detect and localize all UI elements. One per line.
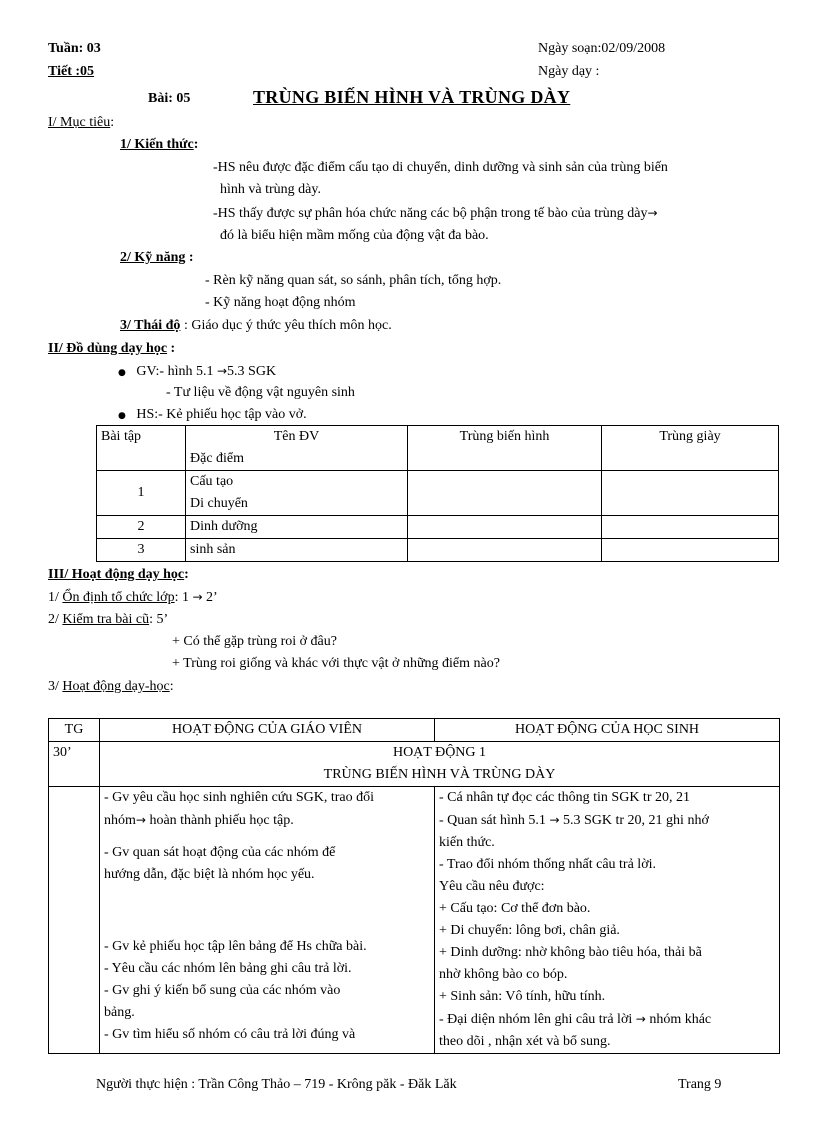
knowledge-heading: 1/ Kiến thức: xyxy=(120,137,199,152)
activity-time: 30’ xyxy=(49,742,100,787)
question-2: + Trùng roi giống và khác với thực vật ở những điểm nào? xyxy=(172,656,500,671)
lesson-number: Bài: 05 xyxy=(148,91,191,106)
table-row xyxy=(97,471,779,516)
arrow-icon: → xyxy=(216,364,228,378)
activity-table xyxy=(48,718,780,1054)
attitude-heading: 3/ Thái độ xyxy=(120,318,181,333)
table-row xyxy=(97,516,779,539)
activity-subtitle: TRÙNG BIẾN HÌNH VÀ TRÙNG DÀY xyxy=(323,767,556,782)
knowledge-line-4: đó là biểu hiện mầm mống của động vật đa bào. xyxy=(220,228,489,243)
activity-title: HOẠT ĐỘNG 1 xyxy=(392,745,487,760)
table-row xyxy=(49,787,780,1054)
skills-line-2: - Kỹ năng hoạt động nhóm xyxy=(205,295,356,310)
header-animal-feature: Tên ĐV Đặc điểm xyxy=(186,426,408,471)
arrow-icon: → xyxy=(647,206,658,220)
cell-amoeba xyxy=(408,539,602,562)
row-number: 1 xyxy=(97,471,186,516)
footer-author: Người thực hiện : Trần Công Thảo – 719 - Krông păk - Đăk Lăk xyxy=(96,1077,457,1092)
attitude-line: 3/ Thái độ : Giáo dục ý thức yêu thích môn học. xyxy=(120,318,392,333)
cell-paramecium xyxy=(602,471,779,516)
row-number: 2 xyxy=(97,516,186,539)
activity-time-empty xyxy=(49,787,100,1054)
cell-paramecium xyxy=(602,516,779,539)
step-2: 2/ Kiểm tra bài cũ: 5’ xyxy=(48,612,169,627)
date-prepared: Ngày soạn:02/09/2008 xyxy=(538,41,666,56)
week-label: Tuần: 03 xyxy=(48,41,101,56)
activity-heading-cell xyxy=(100,742,780,787)
header-time: TG xyxy=(49,719,100,742)
row-feature: sinh sản xyxy=(186,539,408,562)
knowledge-line-3: -HS thấy được sự phân hóa chức năng các bộ phận trong tế bào của trùng dày→ xyxy=(213,206,658,221)
header-amoeba: Trùng biến hình xyxy=(408,426,602,471)
materials-heading: II/ Đồ dùng dạy học : xyxy=(48,341,176,356)
worksheet-table xyxy=(96,425,779,562)
footer-page-number: Trang 9 xyxy=(678,1077,722,1092)
table-row xyxy=(97,539,779,562)
step-1: 1/ Ổn định tổ chức lớp: 1 → 2’ xyxy=(48,590,218,605)
row-feature: Cấu tạo Di chuyển xyxy=(186,471,408,516)
materials-gv-line: ● GV:- hình 5.1 →5.3 SGK xyxy=(118,364,277,379)
student-activities: - Cá nhân tự đọc các thông tin SGK tr 20, 21 - Quan sát hình 5.1 → 5.3 SGK tr 20, 21 ghi nhớ kiến thức. - Trao đổi nhóm thống nhất câu trả lời. Yêu cầu nêu được: + Cấu tạo: Cơ thể đơn bào. + Di chuyển: lông bơi, chân giả. + Dinh dưỡng: nhờ không bào tiêu hóa, thải bã nhờ không bào co bóp. + Sinh sản: Vô tính, hữu tính. - Đại diện nhóm lên ghi câu trả lời → nhóm khác theo dõi , nhận xét và bổ sung. xyxy=(435,787,780,1054)
date-taught: Ngày dạy : xyxy=(538,64,600,79)
knowledge-line-1: -HS nêu được đặc điểm cấu tạo di chuyển, dinh dưỡng và sinh sản của trùng biến xyxy=(213,160,668,175)
cell-amoeba xyxy=(408,471,602,516)
cell-paramecium xyxy=(602,539,779,562)
arrow-icon: → xyxy=(192,590,203,604)
table-row xyxy=(49,742,780,787)
header-teacher: HOẠT ĐỘNG CỦA GIÁO VIÊN xyxy=(100,719,435,742)
arrow-icon: → xyxy=(549,813,560,827)
bullet-icon: ● xyxy=(118,411,126,421)
materials-hs-line: ● HS:- Kẻ phiếu học tập vào vở. xyxy=(118,407,307,422)
table-row xyxy=(49,719,780,742)
objectives-heading: I/ Mục tiêu: xyxy=(48,115,115,130)
knowledge-line-2: hình và trùng dày. xyxy=(220,182,321,197)
header-student: HOẠT ĐỘNG CỦA HỌC SINH xyxy=(435,719,780,742)
activities-heading: III/ Hoạt động dạy học: xyxy=(48,567,189,582)
header-paramecium: Trùng giày xyxy=(602,426,779,471)
row-number: 3 xyxy=(97,539,186,562)
skills-line-1: - Rèn kỹ năng quan sát, so sánh, phân tích, tổng hợp. xyxy=(205,273,502,288)
header-exercise: Bài tập xyxy=(97,426,186,471)
cell-amoeba xyxy=(408,516,602,539)
arrow-icon: → xyxy=(635,1012,646,1026)
arrow-icon: → xyxy=(135,813,146,827)
question-1: + Có thể gặp trùng roi ở đâu? xyxy=(172,634,337,649)
table-row xyxy=(97,426,779,471)
bullet-icon: ● xyxy=(118,368,126,378)
skills-heading: 2/ Kỹ năng : xyxy=(120,250,194,265)
materials-gv-line-2: - Tư liệu về động vật nguyên sinh xyxy=(166,385,355,400)
teacher-activities: - Gv yêu cầu học sinh nghiên cứu SGK, trao đổi nhóm→ hoàn thành phiếu học tập. - Gv quan sát hoạt động của các nhóm để hướng dẫn, đặc biệt là nhóm học yếu. - Gv kẻ phiếu học tập lên bảng để Hs chữa bài. - Yêu cầu các nhóm lên bảng ghi câu trả lời. - Gv ghi ý kiến bổ sung của các nhóm vào bảng. - Gv tìm hiểu số nhóm có câu trả lời đúng và xyxy=(100,787,435,1054)
lesson-title: TRÙNG BIẾN HÌNH VÀ TRÙNG DÀY xyxy=(253,87,571,107)
period-label: Tiết :05 xyxy=(48,64,95,79)
step-3: 3/ Hoạt động dạy-học: xyxy=(48,679,174,694)
row-feature: Dinh dưỡng xyxy=(186,516,408,539)
